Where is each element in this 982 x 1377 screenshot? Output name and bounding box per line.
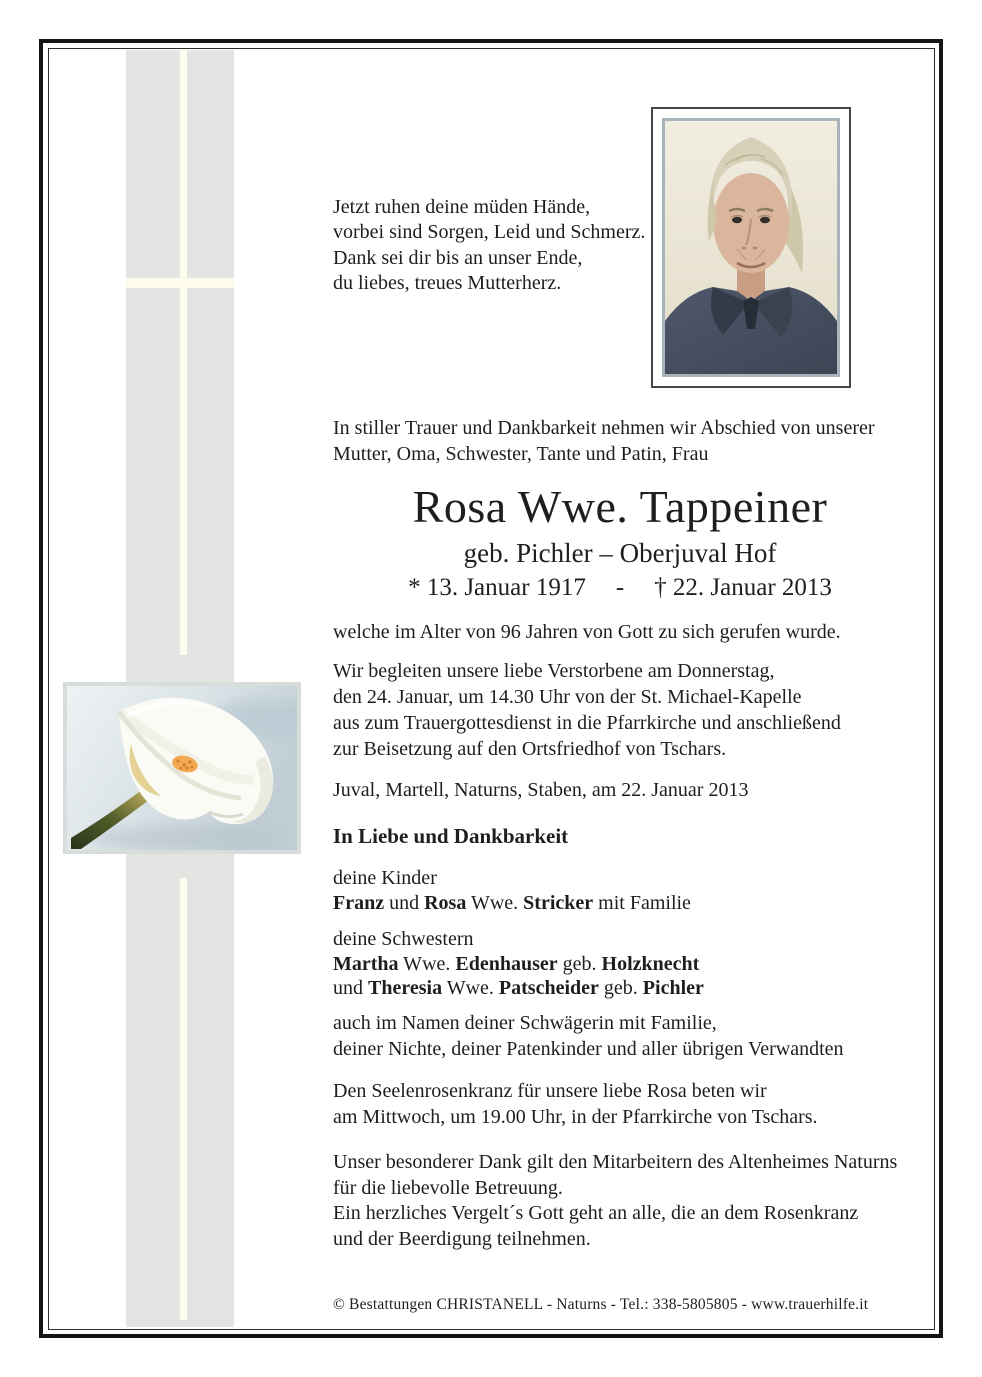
sisters-label: deine Schwestern [333, 928, 474, 950]
children-names: Franz und Rosa Wwe. Stricker mit Familie [333, 892, 691, 914]
rosary-note [333, 1078, 907, 1130]
intro-line: In stiller Trauer und Dankbarkeit nehmen wir Abschied von unserer [333, 417, 875, 439]
children-label: deine Kinder [333, 867, 437, 889]
rosary-line: am Mittwoch, um 19.00 Uhr, in der Pfarrkirche von Tschars. [333, 1106, 818, 1128]
place-date-line: Juval, Martell, Naturns, Staben, am 22. Januar 2013 [333, 779, 749, 801]
funeral-details [333, 658, 907, 762]
deceased-name: Rosa Wwe. Tappeiner [412, 481, 828, 532]
poem-line: Dank sei dir bis an unser Ende, [333, 246, 583, 269]
sisters-names-2: und Theresia Wwe. Patscheider geb. Pichler [333, 977, 704, 999]
relatives-line: auch im Namen deiner Schwägerin mit Familie, [333, 1012, 717, 1034]
poem [333, 195, 907, 297]
maiden-name-line: geb. Pichler – Oberjuval Hof [463, 538, 777, 568]
funeral-line: zur Beisetzung auf den Ortsfriedhof von Tschars. [333, 738, 727, 760]
calla-lily-photo [63, 682, 301, 854]
death-date: † 22. Januar 2013 [654, 574, 832, 601]
condolence-line: Ein herzliches Vergelt´s Gott geht an alle, die an dem Rosenkranz [333, 1202, 859, 1224]
age-line: welche im Alter von 96 Jahren von Gott zu sich gerufen wurde. [333, 621, 841, 643]
footer-credit: © Bestattungen CHRISTANELL - Naturns - Tel.: 338-5805805 - www.trauerhilfe.it [333, 1296, 869, 1313]
poem-line: vorbei sind Sorgen, Leid und Schmerz. [333, 221, 646, 244]
closing-line: In Liebe und Dankbarkeit [333, 824, 569, 848]
condolence-line: und der Beerdigung teilnehmen. [333, 1228, 591, 1250]
thanks-note [333, 1149, 907, 1201]
funeral-line: aus zum Trauergottesdienst in die Pfarrkirche und anschließend [333, 712, 841, 734]
cross-vertical-line-lower [180, 878, 187, 1320]
date-separator: - [615, 574, 625, 601]
cross-horizontal-line [126, 278, 234, 288]
life-dates [333, 574, 907, 602]
funeral-line: den 24. Januar, um 14.30 Uhr von der St. Michael-Kapelle [333, 686, 802, 708]
intro-text [333, 415, 907, 467]
thanks-line: für die liebevolle Betreuung. [333, 1177, 563, 1199]
poem-line: du liebes, treues Mutterherz. [333, 272, 562, 295]
condolence-note [333, 1200, 907, 1252]
cross-vertical-line-upper [180, 50, 187, 655]
relatives-line: deiner Nichte, deiner Patenkinder und aller übrigen Verwandten [333, 1037, 844, 1060]
rosary-line: Den Seelenrosenkranz für unsere liebe Rosa beten wir [333, 1080, 767, 1102]
poem-line: Jetzt ruhen deine müden Hände, [333, 196, 591, 218]
calla-lily-illustration [67, 686, 297, 850]
funeral-line: Wir begleiten unsere liebe Verstorbene am Donnerstag, [333, 660, 775, 682]
birth-date: * 13. Januar 1917 [408, 574, 586, 601]
sisters-names-1: Martha Wwe. Edenhauser geb. Holzknecht [333, 953, 700, 975]
relatives-note [333, 1011, 907, 1062]
intro-line: Mutter, Oma, Schwester, Tante und Patin, Frau [333, 443, 709, 465]
thanks-line: Unser besonderer Dank gilt den Mitarbeitern des Altenheimes Naturns [333, 1151, 898, 1173]
